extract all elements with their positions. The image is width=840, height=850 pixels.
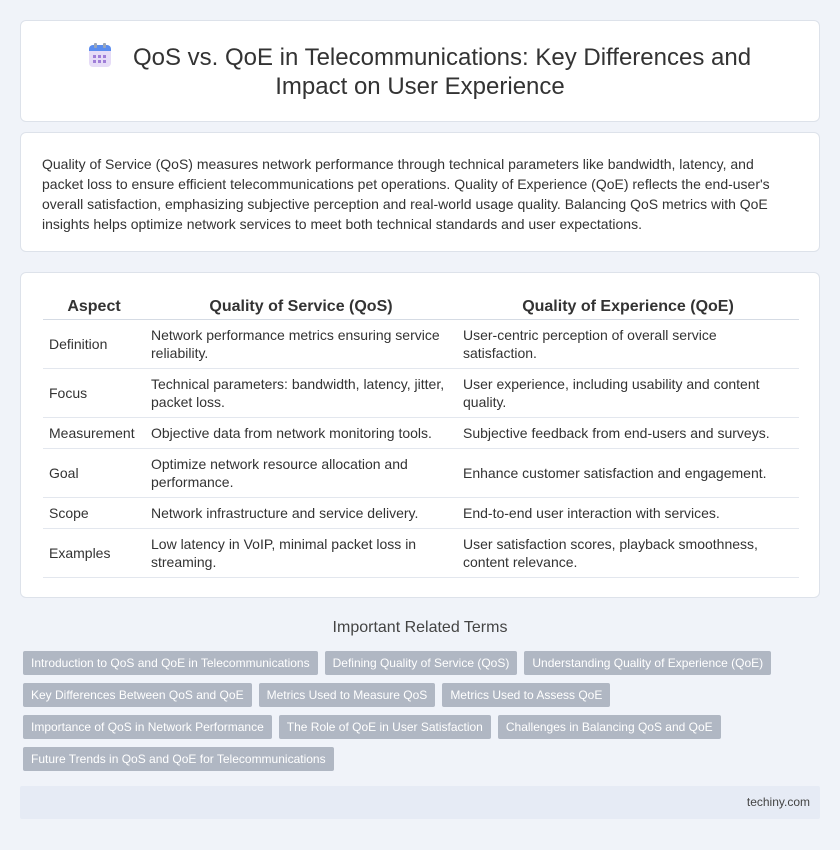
cell-qos: Optimize network resource allocation and performance. (145, 448, 457, 497)
related-tag[interactable]: Defining Quality of Service (QoS) (325, 651, 518, 675)
related-tag[interactable]: Importance of QoS in Network Performance (23, 715, 272, 739)
cell-qoe: User satisfaction scores, playback smoothness, content relevance. (457, 528, 799, 577)
header-qoe: Quality of Experience (QoE) (457, 295, 799, 319)
table-header-row (43, 295, 799, 319)
related-terms-list (23, 651, 783, 771)
related-tag[interactable]: Metrics Used to Measure QoS (259, 683, 436, 707)
cell-aspect: Definition (43, 319, 145, 368)
related-tag[interactable]: Future Trends in QoS and QoE for Telecommunications (23, 747, 334, 771)
table-row (43, 497, 799, 528)
related-tag[interactable]: Understanding Quality of Experience (QoE) (524, 651, 771, 675)
cell-qoe: User-centric perception of overall service satisfaction. (457, 319, 799, 368)
related-tag[interactable]: The Role of QoE in User Satisfaction (279, 715, 491, 739)
table-row (43, 448, 799, 497)
cell-qoe: End-to-end user interaction with services. (457, 497, 799, 528)
cell-qoe: Subjective feedback from end-users and surveys. (457, 417, 799, 448)
related-tag[interactable]: Challenges in Balancing QoS and QoE (498, 715, 721, 739)
summary-text: Quality of Service (QoS) measures network performance through technical parameters like bandwidth, latency, and packet loss to ensure efficient telecommunications pet operations. Quality of Experience (QoE) reflects the end-user's overall satisfaction, emphasizing subjective perception and real-world usage quality. Balancing QoS metrics with QoE insights helps optimize network services to meet both technical standards and user expectations. (42, 156, 770, 232)
footer (20, 786, 820, 819)
table-row (43, 368, 799, 417)
related-tag[interactable]: Introduction to QoS and QoE in Telecommunications (23, 651, 318, 675)
header-aspect: Aspect (43, 295, 145, 319)
cell-qos: Network infrastructure and service delivery. (145, 497, 457, 528)
cell-aspect: Goal (43, 448, 145, 497)
related-terms-title: Important Related Terms (332, 619, 508, 636)
calendar-icon (89, 45, 111, 67)
table-row (43, 319, 799, 368)
table-row (43, 417, 799, 448)
cell-qoe: User experience, including usability and content quality. (457, 368, 799, 417)
cell-qos: Technical parameters: bandwidth, latency, jitter, packet loss. (145, 368, 457, 417)
page-title-wrapper (21, 43, 819, 101)
cell-aspect: Scope (43, 497, 145, 528)
related-tag[interactable]: Key Differences Between QoS and QoE (23, 683, 252, 707)
page-title: QoS vs. QoE in Telecommunications: Key Differences and Impact on User Experience (132, 44, 752, 100)
cell-qos: Objective data from network monitoring tools. (145, 417, 457, 448)
cell-aspect: Examples (43, 528, 145, 577)
summary-card (20, 132, 820, 252)
cell-aspect: Focus (43, 368, 145, 417)
comparison-card (20, 272, 820, 598)
comparison-table (43, 295, 799, 578)
cell-qos: Low latency in VoIP, minimal packet loss in streaming. (145, 528, 457, 577)
cell-qos: Network performance metrics ensuring service reliability. (145, 319, 457, 368)
footer-site-name[interactable]: techiny.com (746, 795, 810, 809)
cell-qoe: Enhance customer satisfaction and engagement. (457, 448, 799, 497)
related-tag[interactable]: Metrics Used to Assess QoE (442, 683, 610, 707)
header-qos: Quality of Service (QoS) (145, 295, 457, 319)
table-row (43, 528, 799, 577)
title-card (20, 20, 820, 122)
cell-aspect: Measurement (43, 417, 145, 448)
